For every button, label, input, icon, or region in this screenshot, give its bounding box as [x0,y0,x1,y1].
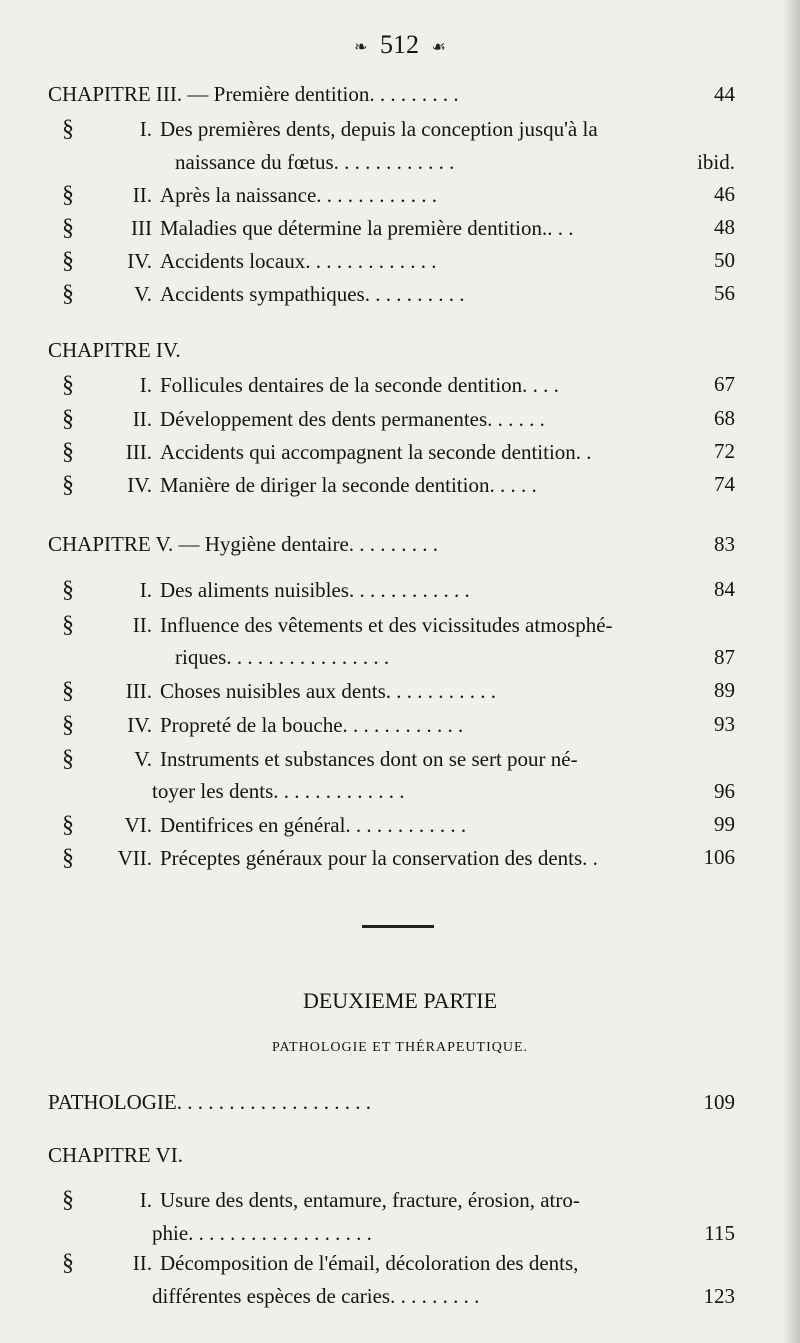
entry-text: Manière de diriger la seconde dentition. . . . . [160,473,537,497]
entry-text: CHAPITRE IV. [48,338,181,362]
chapter-heading [48,338,181,363]
page-reference: 123 [703,1284,735,1308]
list-item [62,281,464,308]
section-number: II. [132,613,152,637]
page-number-text: 512 [380,30,420,59]
section-number: IV. [127,249,152,273]
list-item [62,1187,580,1214]
page-reference: 48 [714,215,735,239]
section-mark-icon: § [62,678,74,704]
list-item [62,678,496,705]
entry-text: Maladies que détermine la première dentition.. . . [160,216,574,240]
entry-text: CHAPITRE VI. [48,1143,183,1167]
entry-text: PATHOLOGIE. . . . . . . . . . . . . . . . . . . [48,1090,371,1114]
entry-text: riques. . . . . . . . . . . . . . . . [175,645,390,669]
entry-text: Des aliments nuisibles. . . . . . . . . . . . [160,578,470,602]
entry-text: Propreté de la bouche. . . . . . . . . . . . [160,713,464,737]
list-item [152,1221,372,1246]
section-mark-icon: § [62,406,74,432]
page-reference: 96 [714,779,735,803]
part-title: DEUXIEME PARTIE [302,988,498,1013]
list-item [62,1250,578,1277]
section-mark-icon: § [62,845,74,871]
page-reference: 67 [714,372,735,396]
section-number: II. [132,1251,152,1275]
section-number: IV. [127,473,152,497]
entry-text: Influence des vêtements et des vicissitudes atmosphé- [160,613,613,637]
section-number: IV. [127,713,152,737]
entry-text: naissance du fœtus. . . . . . . . . . . . [175,150,455,174]
entry-text: Usure des dents, entamure, fracture, érosion, atro- [160,1188,580,1212]
entry-text: Préceptes généraux pour la conservation des dents. . [160,846,598,870]
section-mark-icon: § [62,281,74,307]
page-reference: 99 [714,812,735,836]
entry-text: CHAPITRE V. — Hygiène dentaire. . . . . . . . . [48,532,439,556]
entry-text: Des premières dents, depuis la conception jusqu'à la [160,117,598,141]
list-item [62,439,592,466]
list-item [62,406,545,433]
page-reference: 87 [714,645,735,669]
page-reference: ibid. [697,150,735,174]
section-number: I. [139,373,152,397]
section-mark-icon: § [62,712,74,738]
section-mark-icon: § [62,1187,74,1213]
section-mark-icon: § [62,116,74,142]
left-ornament-icon: ❧ [354,39,368,57]
list-item [175,645,389,670]
entry-text: Instruments et substances dont on se sert pour né- [160,747,578,771]
section-mark-icon: § [62,248,74,274]
list-item [62,845,598,872]
list-item [62,612,613,639]
page-reference: 46 [714,182,735,206]
page-reference: 50 [714,248,735,272]
section-mark-icon: § [62,577,74,603]
section-number: I. [139,578,152,602]
chapter-heading [48,532,438,557]
section-number: VII. [117,846,152,870]
section-mark-icon: § [62,372,74,398]
page-reference: 84 [714,577,735,601]
section-mark-icon: § [62,472,74,498]
page-reference: 56 [714,281,735,305]
page-reference: 93 [714,712,735,736]
page-reference: 115 [704,1221,735,1245]
list-item [62,182,437,209]
list-item [62,746,578,773]
section-number: II. [132,407,152,431]
part-subtitle: PATHOLOGIE ET THÉRAPEUTIQUE. [271,1040,528,1055]
list-item [62,472,537,499]
list-item [152,779,405,804]
section-number: III. [125,440,152,464]
page-reference: 89 [714,678,735,702]
page-number [0,30,800,60]
page-reference: 44 [714,82,735,106]
section-mark-icon: § [62,182,74,208]
entry-text: différentes espèces de caries. . . . . . . . . [152,1284,480,1308]
page-reference: 106 [703,845,735,869]
section-number: I. [139,1188,152,1212]
list-item [62,812,466,839]
section-number: VI. [124,813,152,837]
entry-text: Dentifrices en général. . . . . . . . . . . . [160,813,467,837]
section-mark-icon: § [62,439,74,465]
entry-text: Accidents sympathiques. . . . . . . . . . [160,282,465,306]
section-mark-icon: § [62,1250,74,1276]
list-item [62,248,436,275]
right-ornament-icon: ☙ [431,39,446,57]
section-number: V. [134,282,152,306]
section-number: III [131,216,152,240]
section-mark-icon: § [62,812,74,838]
page-reference: 68 [714,406,735,430]
list-item [62,712,463,739]
entry-text: Accidents qui accompagnent la seconde dentition. . [160,440,592,464]
section-mark-icon: § [62,746,74,772]
page-reference: 109 [703,1090,735,1114]
entry-text: toyer les dents. . . . . . . . . . . . . [152,779,405,803]
entry-text: phie. . . . . . . . . . . . . . . . . . [152,1221,372,1245]
entry-text: CHAPITRE III. — Première dentition. . . . . . . . . [48,82,459,106]
entry-text: Développement des dents permanentes. . . . . . [160,407,545,431]
entry-text: Choses nuisibles aux dents. . . . . . . . . . . [160,679,496,703]
list-item [62,372,559,399]
section-number: V. [134,747,152,771]
list-item [62,577,470,604]
page-reference: 72 [714,439,735,463]
chapter-heading [48,1090,371,1115]
section-mark-icon: § [62,215,74,241]
section-number: II. [132,183,152,207]
divider-rule [362,925,434,928]
entry-text: Décomposition de l'émail, décoloration des dents, [160,1251,579,1275]
page-reference: 83 [714,532,735,556]
entry-text: Après la naissance. . . . . . . . . . . . [160,183,438,207]
entry-text: Accidents locaux. . . . . . . . . . . . . [160,249,437,273]
section-number: III. [125,679,152,703]
section-number: I. [139,117,152,141]
list-item [62,116,598,143]
list-item [152,1284,479,1309]
list-item [175,150,454,175]
chapter-heading [48,1143,183,1168]
entry-text: Follicules dentaires de la seconde dentition. . . . [160,373,559,397]
list-item [62,215,573,242]
page-reference: 74 [714,472,735,496]
chapter-heading [48,82,459,107]
page-edge-shadow [782,0,800,1343]
section-mark-icon: § [62,612,74,638]
